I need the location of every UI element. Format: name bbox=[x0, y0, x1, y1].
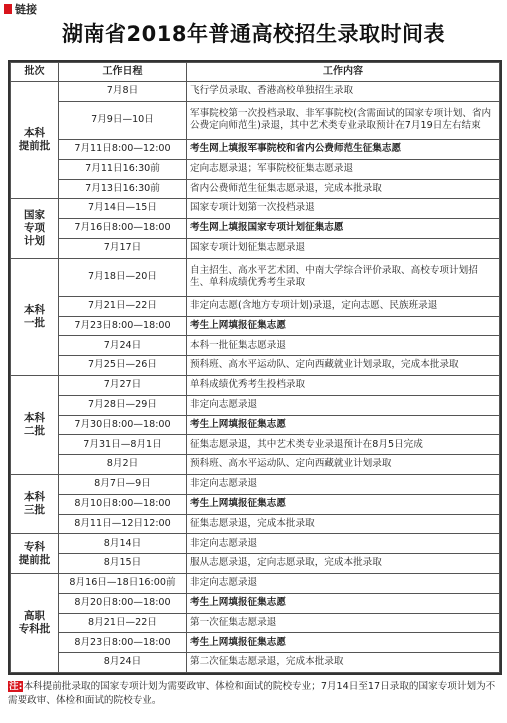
schedule-table bbox=[8, 60, 502, 675]
batch-cell: 本科 一批 bbox=[11, 258, 59, 375]
content-cell: 非定向志愿(含地方专项计划)录退，定向志愿、民族班录退 bbox=[187, 296, 500, 316]
schedule-cell: 8月21日—22日 bbox=[59, 613, 187, 633]
table-row bbox=[11, 494, 500, 514]
schedule-cell: 7月8日 bbox=[59, 82, 187, 102]
schedule-cell: 7月9日—10日 bbox=[59, 101, 187, 139]
schedule-cell: 8月15日 bbox=[59, 554, 187, 574]
table-row bbox=[11, 139, 500, 159]
batch-cell: 专科 提前批 bbox=[11, 534, 59, 574]
schedule-cell: 7月13日16:30前 bbox=[59, 179, 187, 199]
content-cell: 定向志愿录退；军事院校征集志愿录退 bbox=[187, 159, 500, 179]
table-row bbox=[11, 613, 500, 633]
table-header-row bbox=[11, 63, 500, 82]
content-cell: 征集志愿录退，完成本批录取 bbox=[187, 514, 500, 534]
content-cell: 考生上网填报征集志愿 bbox=[187, 593, 500, 613]
content-cell: 考生网上填报国家专项计划征集志愿 bbox=[187, 219, 500, 239]
schedule-cell: 7月30日8:00—18:00 bbox=[59, 415, 187, 435]
batch-cell: 本科 二批 bbox=[11, 376, 59, 475]
content-cell: 考生网上填报军事院校和省内公费师范生征集志愿 bbox=[187, 139, 500, 159]
table-row bbox=[11, 514, 500, 534]
table-row bbox=[11, 101, 500, 139]
content-cell: 考生上网填报征集志愿 bbox=[187, 633, 500, 653]
table-row bbox=[11, 455, 500, 475]
table-row bbox=[11, 238, 500, 258]
table-row bbox=[11, 336, 500, 356]
table-row bbox=[11, 395, 500, 415]
schedule-cell: 8月14日 bbox=[59, 534, 187, 554]
schedule-cell: 7月21日—22日 bbox=[59, 296, 187, 316]
schedule-cell: 7月28日—29日 bbox=[59, 395, 187, 415]
schedule-cell: 7月16日8:00—18:00 bbox=[59, 219, 187, 239]
header-schedule: 工作日程 bbox=[59, 63, 187, 82]
schedule-cell: 7月18日—20日 bbox=[59, 258, 187, 296]
table-row bbox=[11, 415, 500, 435]
schedule-cell: 7月31日—8月1日 bbox=[59, 435, 187, 455]
table-row bbox=[11, 296, 500, 316]
schedule-cell: 8月11日—12日12:00 bbox=[59, 514, 187, 534]
schedule-cell: 7月11日8:00—12:00 bbox=[59, 139, 187, 159]
table-row bbox=[11, 653, 500, 673]
content-cell: 军事院校第一次投档录取、非军事院校(含需面试的国家专项计划、省内公费定向师范生)录退，其中艺术类专业录取预计在7月19日左右结束 bbox=[187, 101, 500, 139]
table-row bbox=[11, 593, 500, 613]
content-cell: 非定向志愿录退 bbox=[187, 475, 500, 495]
table-row bbox=[11, 258, 500, 296]
table-row bbox=[11, 316, 500, 336]
red-square-icon bbox=[4, 4, 12, 14]
content-cell: 预科班、高水平运动队、定向西藏就业计划录取，完成本批录取 bbox=[187, 356, 500, 376]
content-cell: 非定向志愿录退 bbox=[187, 395, 500, 415]
batch-cell: 本科 提前批 bbox=[11, 82, 59, 199]
note-label: 注: bbox=[9, 681, 23, 692]
header-batch: 批次 bbox=[11, 63, 59, 82]
content-cell: 第二次征集志愿录退，完成本批录取 bbox=[187, 653, 500, 673]
page-title: 湖南省2018年普通高校招生录取时间表 bbox=[62, 22, 445, 46]
schedule-cell: 8月7日—9日 bbox=[59, 475, 187, 495]
table-row bbox=[11, 534, 500, 554]
content-cell: 自主招生、高水平艺术团、中南大学综合评价录取、高校专项计划招生、单科成绩优秀考生录取 bbox=[187, 258, 500, 296]
schedule-cell: 8月23日8:00—18:00 bbox=[59, 633, 187, 653]
table-row bbox=[11, 633, 500, 653]
content-cell: 考生上网填报征集志愿 bbox=[187, 316, 500, 336]
table-row bbox=[11, 199, 500, 219]
table-row bbox=[11, 376, 500, 396]
content-cell: 非定向志愿录退 bbox=[187, 573, 500, 593]
footnote bbox=[8, 680, 502, 708]
content-cell: 本科一批征集志愿录退 bbox=[187, 336, 500, 356]
table-row bbox=[11, 356, 500, 376]
batch-cell: 国家 专项 计划 bbox=[11, 199, 59, 258]
content-cell: 预科班、高水平运动队、定向西藏就业计划录取 bbox=[187, 455, 500, 475]
schedule-cell: 7月14日—15日 bbox=[59, 199, 187, 219]
content-cell: 非定向志愿录退 bbox=[187, 534, 500, 554]
content-cell: 国家专项计划第一次投档录退 bbox=[187, 199, 500, 219]
content-cell: 飞行学员录取、香港高校单独招生录取 bbox=[187, 82, 500, 102]
table-row bbox=[11, 159, 500, 179]
schedule-cell: 8月20日8:00—18:00 bbox=[59, 593, 187, 613]
schedule-cell: 7月11日16:30前 bbox=[59, 159, 187, 179]
table-row bbox=[11, 475, 500, 495]
table-row bbox=[11, 554, 500, 574]
content-cell: 考生上网填报征集志愿 bbox=[187, 494, 500, 514]
schedule-cell: 8月10日8:00—18:00 bbox=[59, 494, 187, 514]
content-cell: 考生上网填报征集志愿 bbox=[187, 415, 500, 435]
note-text: 本科提前批录取的国家专项计划为需要政审、体检和面试的院校专业；7月14日至17日录取的国家专项计划为不需要政审、体检和面试的院校专业。 bbox=[8, 681, 496, 706]
schedule-cell: 8月2日 bbox=[59, 455, 187, 475]
content-cell: 征集志愿录退，其中艺术类专业录退预计在8月5日完成 bbox=[187, 435, 500, 455]
tag-label: 链接 bbox=[15, 3, 37, 16]
content-cell: 国家专项计划征集志愿录退 bbox=[187, 238, 500, 258]
section-tag bbox=[4, 2, 37, 16]
table-row bbox=[11, 179, 500, 199]
table-row bbox=[11, 219, 500, 239]
table-row bbox=[11, 573, 500, 593]
header-content: 工作内容 bbox=[187, 63, 500, 82]
content-cell: 单科成绩优秀考生投档录取 bbox=[187, 376, 500, 396]
schedule-cell: 8月24日 bbox=[59, 653, 187, 673]
schedule-cell: 7月27日 bbox=[59, 376, 187, 396]
schedule-cell: 8月16日—18日16:00前 bbox=[59, 573, 187, 593]
content-cell: 服从志愿录退，定向志愿录取，完成本批录取 bbox=[187, 554, 500, 574]
batch-cell: 高职 专科批 bbox=[11, 573, 59, 672]
batch-cell: 本科 三批 bbox=[11, 475, 59, 534]
schedule-cell: 7月23日8:00—18:00 bbox=[59, 316, 187, 336]
schedule-cell: 7月25日—26日 bbox=[59, 356, 187, 376]
table-row bbox=[11, 82, 500, 102]
content-cell: 第一次征集志愿录退 bbox=[187, 613, 500, 633]
table-row bbox=[11, 435, 500, 455]
content-cell: 省内公费师范生征集志愿录退，完成本批录取 bbox=[187, 179, 500, 199]
schedule-cell: 7月24日 bbox=[59, 336, 187, 356]
schedule-cell: 7月17日 bbox=[59, 238, 187, 258]
